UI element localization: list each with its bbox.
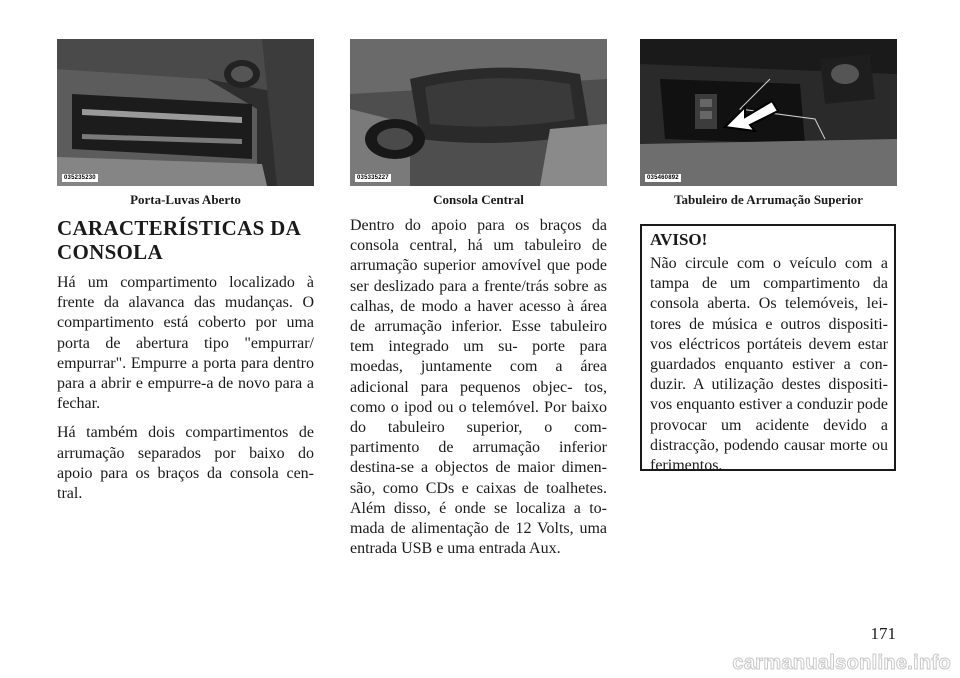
paragraph-console: Dentro do apoio para os braços da consola central, há um tabuleiro de arrumação superior amovível que pode ser deslizado para a frente/trás sobre as calhas, de modo a haver acesso à área de arrumação inferior. Esse tabuleiro tem integrado um su- porte para moedas, juntamente com a área adicional para pequenos objec- tos, como o ipod ou o telemóvel. Por baixo do tabuleiro superior, o com- partimento de arrumação inferior destina-se a objectos de maior dimen- são, como CDs e caixas de toalhetes. Além disso, é onde se localiza a to- mada de alimentação de 12 Volts, uma entrada USB e uma entrada Aux. — [350, 217, 607, 558]
paragraph-1: Há um compartimento localizado à frente da alavanca das mudanças. O compartimento está coberto por uma porta de abertura tipo "empurrar/ empurrar". Empurre a porta para dentro para a abrir e empurre-a de novo para a fechar. — [57, 274, 314, 413]
warning-text: Não circule com o veículo com a tampa de um compartimento da consola aberta. Os telemóveis, lei- tores de música e outros dispositi- vos eléctricos portáteis devem estar guardados enquanto estiver a con- duzir. A utilização destes dispositi- vos enquanto estiver a conduzir pode provocar um acidente devido a distracção, podendo causar morte ou ferimentos. — [650, 255, 888, 475]
section-heading — [57, 216, 314, 264]
image-code: 035235230 — [64, 175, 96, 181]
image-code: 035335227 — [357, 175, 389, 181]
caption-glovebox: Porta-Luvas Aberto — [130, 192, 241, 207]
caption-tray: Tabuleiro de Arrumação Superior — [674, 192, 863, 207]
warning-box — [640, 224, 896, 475]
image-code: 035460892 — [647, 175, 679, 181]
page-number: 171 — [870, 624, 896, 643]
warning-title: AVISO! — [650, 230, 708, 249]
watermark: carmanualsonline.info — [732, 652, 951, 674]
heading-line-1: CARACTERÍSTICAS DA — [57, 216, 302, 240]
console-illustration — [350, 39, 607, 186]
tray-illustration — [640, 39, 897, 186]
glovebox-illustration — [57, 39, 314, 186]
left-column — [57, 216, 314, 504]
heading-line-2: CONSOLA — [57, 240, 163, 264]
glovebox-photo — [57, 39, 314, 186]
tray-photo — [640, 39, 897, 186]
paragraph-2: Há também dois compartimentos de arrumação separados por baixo do apoio para os braços da consola cen- tral. — [57, 424, 314, 503]
middle-column — [350, 216, 607, 559]
console-photo — [350, 39, 607, 186]
caption-console: Consola Central — [433, 192, 524, 207]
